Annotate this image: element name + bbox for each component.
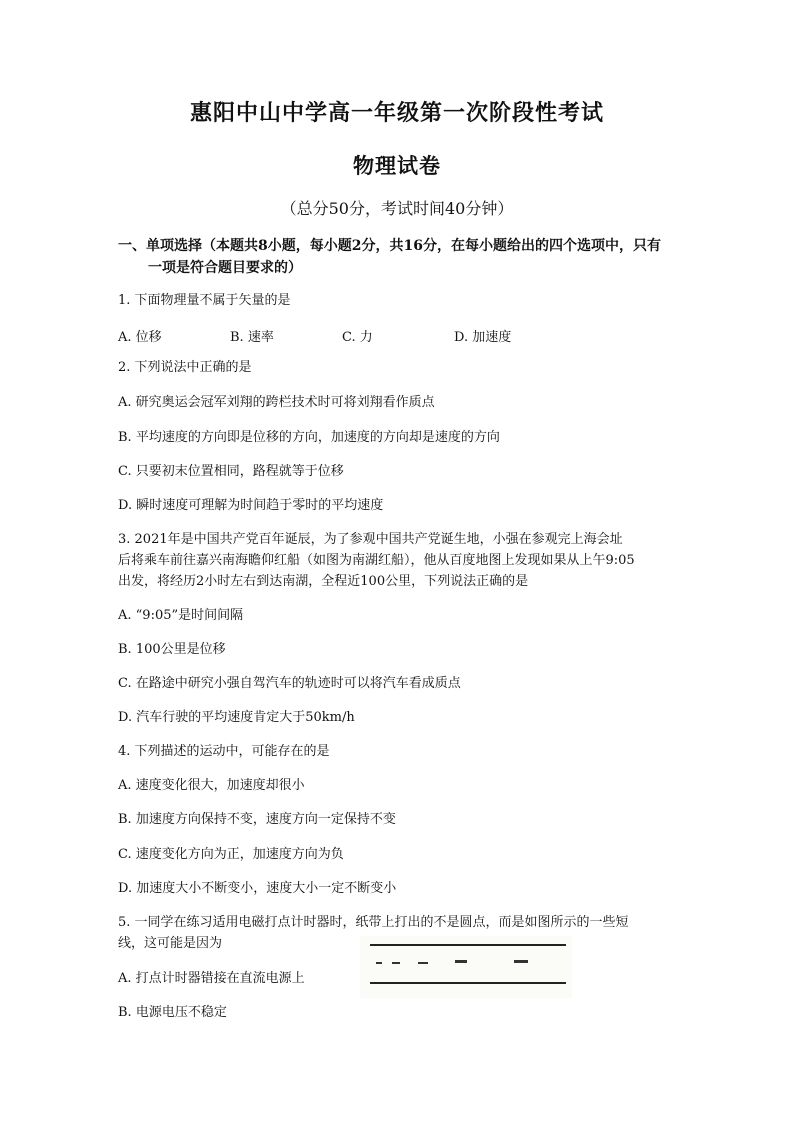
- q4-stem: 4. 下列描述的运动中，可能存在的是: [118, 744, 330, 759]
- q4-option-c: C. 速度变化方向为正，加速度方向为负: [118, 847, 344, 862]
- q5-stem-line1: 5. 一同学在练习适用电磁打点计时器时，纸带上打出的不是圆点，而是如图所示的一些短: [118, 915, 629, 930]
- tape-mark: [455, 960, 467, 963]
- q5-stem-line2: 线，这可能是因为: [118, 936, 223, 951]
- q3-option-a: A. “9:05”是时间间隔: [118, 608, 244, 623]
- q3-stem-line2: 后将乘车前往嘉兴南海瞻仰红船（如图为南湖红船），他从百度地图上发现如果从上午9:05: [118, 553, 635, 568]
- q1-option-b: B. 速率: [230, 330, 274, 345]
- q3-stem-line3: 出发，将经历2小时左右到达南湖，全程近100公里，下列说法正确的是: [118, 574, 529, 589]
- section-heading-line2: 一项是符合题目要求的）: [148, 260, 302, 276]
- tape-mark: [376, 962, 382, 964]
- q5-option-b: B. 电源电压不稳定: [118, 1005, 227, 1020]
- q2-option-a: A. 研究奥运会冠军刘翔的跨栏技术时可将刘翔看作质点: [118, 395, 435, 410]
- q1-option-c: C. 力: [342, 330, 373, 345]
- q3-option-c: C. 在路途中研究小强自驾汽车的轨迹时可以将汽车看成质点: [118, 676, 461, 691]
- q3-option-d: D. 汽车行驶的平均速度肯定大于50km/h: [118, 710, 355, 725]
- q2-stem: 2. 下列说法中正确的是: [118, 360, 252, 375]
- q4-option-d: D. 加速度大小不断变小，速度大小一定不断变小: [118, 881, 397, 896]
- tape-mark: [392, 962, 400, 964]
- exam-subtitle: 物理试卷: [353, 153, 441, 178]
- q4-option-a: A. 速度变化很大，加速度却很小: [118, 778, 305, 793]
- q3-option-b: B. 100公里是位移: [118, 642, 226, 657]
- tape-bottom-edge: [370, 982, 566, 984]
- exam-title: 惠阳中山中学高一年级第一次阶段性考试: [189, 100, 604, 126]
- paper-tape-figure: [360, 936, 572, 998]
- q2-option-b: B. 平均速度的方向即是位移的方向，加速度的方向却是速度的方向: [118, 430, 500, 445]
- tape-mark: [514, 960, 528, 963]
- q5-option-a: A. 打点计时器错接在直流电源上: [118, 971, 305, 986]
- q2-option-d: D. 瞬时速度可理解为时间趋于零时的平均速度: [118, 498, 384, 513]
- q1-option-a: A. 位移: [118, 330, 162, 345]
- tape-mark: [418, 962, 428, 964]
- section-heading-line1: 一、单项选择（本题共8小题，每小题2分，共16分，在每小题给出的四个选项中，只有: [118, 238, 661, 254]
- exam-info: （总分50分，考试时间40分钟）: [280, 199, 514, 218]
- q1-option-d: D. 加速度: [454, 330, 512, 345]
- q4-option-b: B. 加速度方向保持不变，速度方向一定保持不变: [118, 812, 396, 827]
- q1-stem: 1. 下面物理量不属于矢量的是: [118, 293, 291, 308]
- q2-option-c: C. 只要初末位置相同，路程就等于位移: [118, 464, 344, 479]
- q3-stem-line1: 3. 2021年是中国共产党百年诞辰，为了参观中国共产党诞生地，小强在参观完上海会址: [118, 532, 623, 547]
- tape-top-edge: [370, 944, 566, 946]
